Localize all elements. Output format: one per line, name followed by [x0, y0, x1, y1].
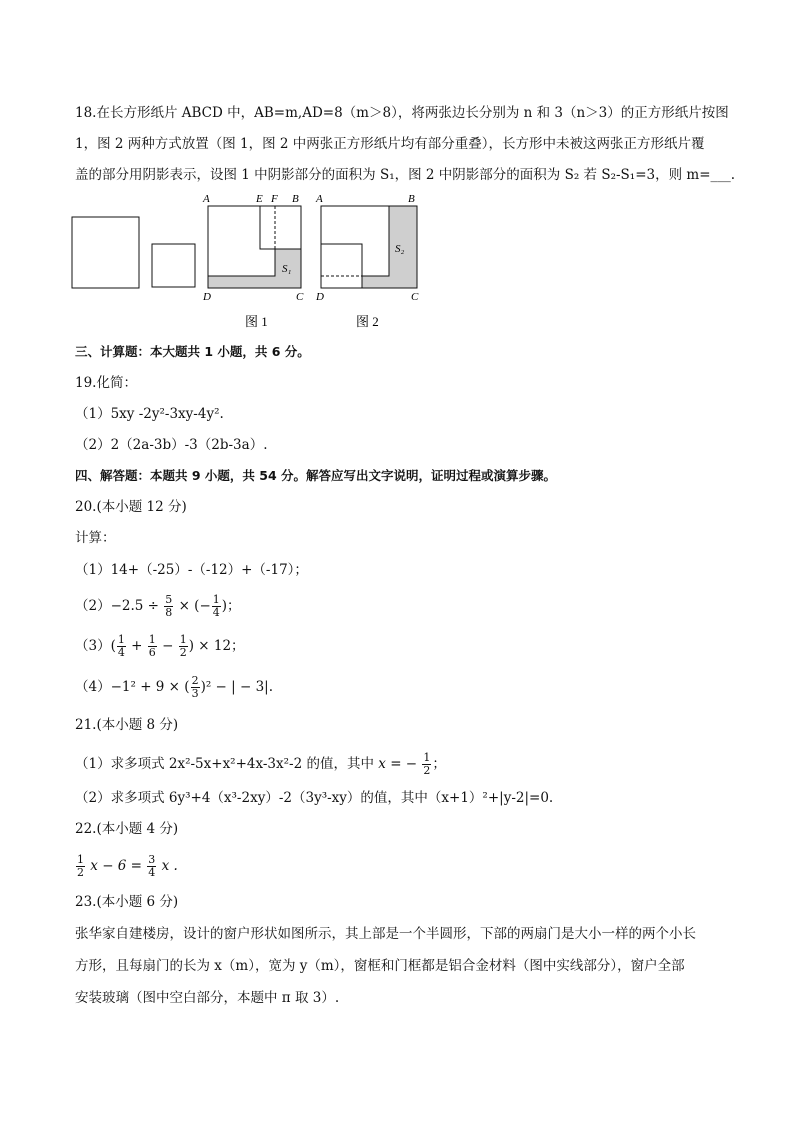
q20-part-3: （3）( $\frac{1}{4}$ + $\frac{1}{6}$ − $\frac{1}{2}$ ) × 12； — [75, 633, 245, 659]
fraction-1-4b: $\frac{1}{4}$ — [117, 633, 125, 659]
q22-equation: $\frac{1}{2}$ x − 6 = $\frac{3}{4}$ x . — [77, 853, 178, 879]
fraction-1-4: $\frac{1}{4}$ — [212, 593, 220, 619]
section-3-heading: 三、计算题：本大题共 1 小题，共 6 分。 — [75, 344, 310, 359]
q21-part-2: （2）求多项式 6y³+4（x³-2xy）-2（3y³-xy）的值，其中（x+1）²+|y-2|=0. — [75, 790, 554, 806]
q18-line-2: 1，图 2 两种方式放置（图 1，图 2 中两张正方形纸片均有部分重叠），长方形中未被这两张正方形纸片覆 — [75, 136, 705, 152]
label-C2: C — [411, 291, 419, 303]
label-D1: D — [203, 291, 211, 303]
label-C1: C — [296, 291, 304, 303]
small-square — [152, 244, 195, 287]
fraction-1-2c: $\frac{1}{2}$ — [77, 853, 84, 879]
label-B1: B — [292, 193, 299, 205]
q21-part-1: （1）求多项式 2x²-5x+x²+4x-3x²-2 的值，其中 x = − $\frac{1}{2}$ ； — [75, 751, 446, 777]
q23-line-2: 方形，且每扇门的长为 x（m），宽为 y（m），窗框和门框都是铝合金材料（图中实线部分），窗户全部 — [75, 958, 685, 974]
label-S2: S₂ — [395, 243, 405, 255]
q20-part-2: （2）−2.5 ÷ $\frac{5}{8}$ × (− $\frac{1}{4}$ )； — [75, 593, 241, 619]
q19-part-2: （2）2（2a-3b）-3（2b-3a）. — [75, 437, 268, 453]
q21-title: 21.(本小题 8 分) — [75, 717, 179, 733]
figure-2 — [315, 193, 419, 329]
label-B2: B — [408, 193, 415, 205]
label-S1: S₁ — [282, 263, 292, 275]
label-A1: A — [203, 193, 210, 205]
q23-title: 23.(本小题 6 分) — [75, 894, 179, 910]
caption-fig-1: 图 1 — [245, 314, 268, 329]
q18-line-3: 盖的部分用阴影表示，设图 1 中阴影部分的面积为 S₁，图 2 中阴影部分的面积为 S₂ 若 S₂-S₁=3，则 m=___. — [75, 167, 736, 183]
fraction-2-3: $\frac{2}{3}$ — [191, 674, 199, 700]
label-E: E — [256, 193, 263, 205]
q23-line-1: 张华家自建楼房，设计的窗户形状如图所示，其上部是一个半圆形，下部的两扇门是大小一样的两个小长 — [75, 926, 696, 942]
caption-fig-2: 图 2 — [356, 314, 379, 329]
q18-line-1: 18.在长方形纸片 ABCD 中，AB=m,AD=8（m＞8），将两张边长分别为 n 和 3（n＞3）的正方形纸片按图 — [75, 105, 729, 121]
q20-title: 20.(本小题 12 分) — [75, 499, 187, 515]
label-A2: A — [316, 193, 323, 205]
fraction-1-2b: $\frac{1}{2}$ — [423, 751, 431, 777]
label-F: F — [271, 193, 278, 205]
q20-intro: 计算： — [75, 530, 116, 546]
fraction-5-8: $\frac{5}{8}$ — [165, 593, 173, 619]
figure-1 — [202, 193, 304, 329]
fraction-3-4: $\frac{3}{4}$ — [148, 853, 156, 879]
q19-part-1: （1）5xy -2y²-3xy-4y². — [75, 406, 224, 422]
q20-part-4: （4）−1² + 9 × ( $\frac{2}{3}$ )² − | − 3|. — [75, 674, 274, 700]
large-square — [72, 217, 139, 288]
fraction-1-2: $\frac{1}{2}$ — [179, 633, 187, 659]
q19-title: 19.化简： — [75, 375, 137, 391]
section-4-heading: 四、解答题：本题共 9 小题，共 54 分。解答应写出文字说明，证明过程或演算步骤。 — [75, 468, 557, 483]
q18-figure — [60, 190, 440, 340]
fraction-1-6: $\frac{1}{6}$ — [148, 633, 156, 659]
q20-part-1: （1）14+（-25）-（-12）+（-17）； — [75, 562, 308, 578]
label-D2: D — [316, 291, 324, 303]
q23-line-3: 安装玻璃（图中空白部分，本题中 π 取 3）. — [75, 990, 340, 1006]
q22-title: 22.(本小题 4 分) — [75, 821, 179, 837]
